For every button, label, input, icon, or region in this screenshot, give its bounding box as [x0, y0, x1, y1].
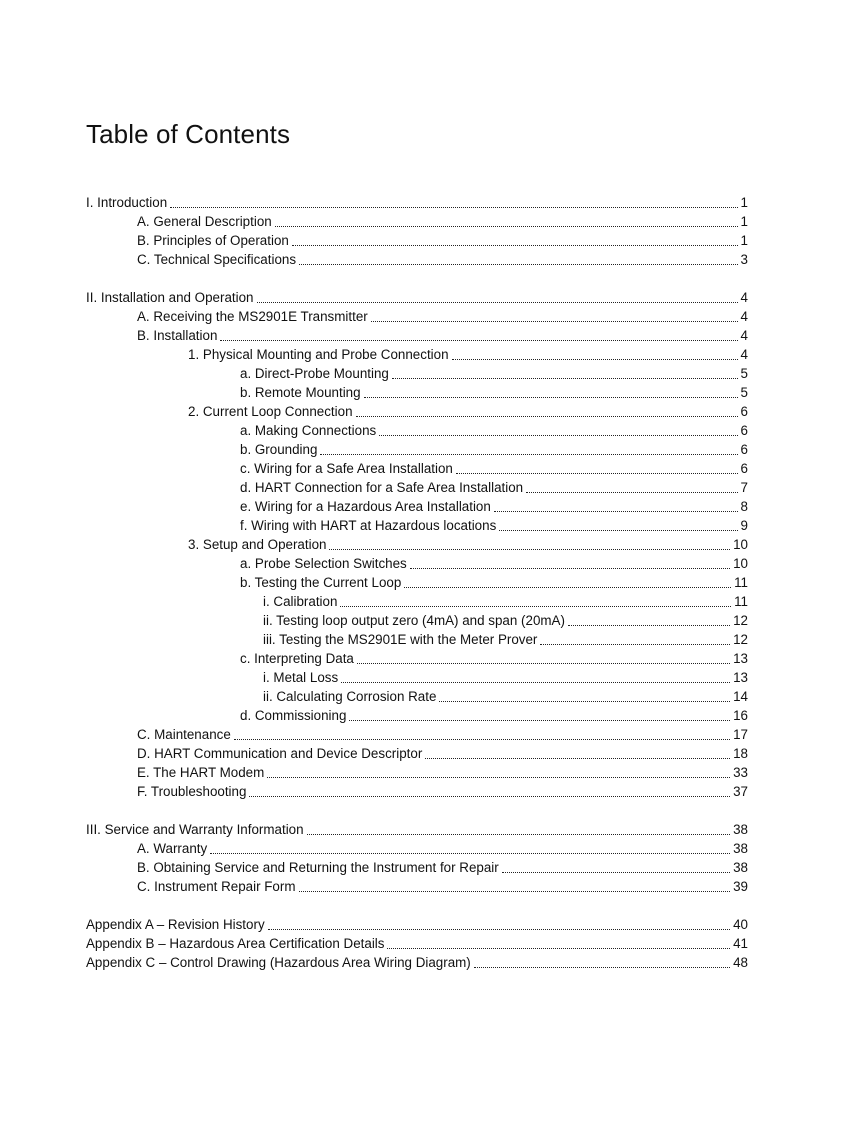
toc-entry[interactable] [240, 554, 748, 573]
dot-leader [299, 252, 738, 265]
dot-leader [249, 784, 730, 797]
toc-entry[interactable] [240, 421, 748, 440]
toc-entry-page: 18 [733, 746, 748, 761]
toc-entry-label: c. Wiring for a Safe Area Installation [240, 461, 453, 476]
toc-entry-page: 48 [733, 955, 748, 970]
dot-leader [387, 936, 730, 949]
toc-entry-page: 38 [733, 841, 748, 856]
toc-entry-label: b. Grounding [240, 442, 318, 457]
toc-entry-page: 8 [740, 499, 748, 514]
toc-entry-label: C. Instrument Repair Form [137, 879, 296, 894]
dot-leader [349, 708, 730, 721]
dot-leader [439, 689, 730, 702]
toc-entry[interactable] [86, 915, 748, 934]
toc-entry[interactable] [240, 573, 748, 592]
toc-entry[interactable] [137, 326, 748, 345]
toc-entry[interactable] [263, 630, 748, 649]
toc-entry[interactable] [137, 212, 748, 231]
dot-leader [392, 366, 738, 379]
toc-entry-label: iii. Testing the MS2901E with the Meter Prover [263, 632, 538, 647]
dot-leader [404, 575, 731, 588]
toc-entry-page: 41 [733, 936, 748, 951]
dot-leader [299, 879, 731, 892]
toc-entry-label: a. Direct-Probe Mounting [240, 366, 389, 381]
toc-entry-page: 6 [740, 461, 748, 476]
toc-entry-label: A. General Description [137, 214, 272, 229]
toc-entry[interactable] [137, 231, 748, 250]
toc-entry-label: A. Receiving the MS2901E Transmitter [137, 309, 368, 324]
dot-leader [502, 860, 730, 873]
dot-leader [267, 765, 730, 778]
toc-entry-page: 14 [733, 689, 748, 704]
toc-entry-page: 1 [740, 195, 748, 210]
dot-leader [275, 214, 738, 227]
toc-entry[interactable] [188, 402, 748, 421]
toc-entry[interactable] [86, 193, 748, 212]
toc-entry-page: 33 [733, 765, 748, 780]
toc-entry[interactable] [137, 858, 748, 877]
toc-entry-page: 5 [740, 366, 748, 381]
dot-leader [307, 822, 731, 835]
toc-entry-label: i. Metal Loss [263, 670, 339, 685]
toc-entry[interactable] [137, 782, 748, 801]
toc-entry-label: A. Warranty [137, 841, 208, 856]
toc-entry-label: b. Testing the Current Loop [240, 575, 402, 590]
toc-entry-label: B. Obtaining Service and Returning the Instrument for Repair [137, 860, 499, 875]
toc-entry-label: B. Principles of Operation [137, 233, 289, 248]
toc-entry-page: 39 [733, 879, 748, 894]
toc-entry[interactable] [263, 668, 748, 687]
toc-entry[interactable] [263, 592, 748, 611]
toc-entry-label: II. Installation and Operation [86, 290, 254, 305]
toc-entry-page: 6 [740, 404, 748, 419]
toc-entry-page: 12 [733, 632, 748, 647]
toc-entry-label: 3. Setup and Operation [188, 537, 327, 552]
dot-leader [320, 442, 737, 455]
toc-entry-page: 4 [740, 290, 748, 305]
toc-entry-label: III. Service and Warranty Information [86, 822, 304, 837]
toc-entry-label: c. Interpreting Data [240, 651, 354, 666]
toc-entry-page: 40 [733, 917, 748, 932]
toc-entry-page: 10 [733, 537, 748, 552]
toc-entry-page: 5 [740, 385, 748, 400]
toc-entry-page: 4 [740, 347, 748, 362]
toc-entry[interactable] [86, 288, 748, 307]
toc-entry[interactable] [240, 459, 748, 478]
dot-leader [540, 632, 730, 645]
toc-entry[interactable] [137, 725, 748, 744]
toc-entry-page: 38 [733, 860, 748, 875]
toc-entry-page: 3 [740, 252, 748, 267]
toc-entry-page: 38 [733, 822, 748, 837]
dot-leader [329, 537, 730, 550]
toc-entry[interactable] [137, 250, 748, 269]
toc-entry[interactable] [240, 440, 748, 459]
dot-leader [474, 955, 730, 968]
toc-entry-page: 9 [740, 518, 748, 533]
toc-entry-page: 13 [733, 651, 748, 666]
toc-entry-label: f. Wiring with HART at Hazardous locations [240, 518, 497, 533]
dot-leader [170, 195, 737, 208]
toc-entry-page: 16 [733, 708, 748, 723]
dot-leader [210, 841, 730, 854]
dot-leader [364, 385, 738, 398]
dot-leader [341, 670, 730, 683]
dot-leader [268, 917, 730, 930]
toc-entry-label: F. Troubleshooting [137, 784, 247, 799]
toc-entry-label: e. Wiring for a Hazardous Area Installation [240, 499, 491, 514]
toc-entry-label: a. Probe Selection Switches [240, 556, 407, 571]
toc-entry[interactable] [240, 706, 748, 725]
toc-entry-page: 1 [740, 233, 748, 248]
toc-entry-label: b. Remote Mounting [240, 385, 361, 400]
dot-leader [340, 594, 731, 607]
dot-leader [452, 347, 738, 360]
toc-entry[interactable] [240, 516, 748, 535]
toc-entry[interactable] [240, 364, 748, 383]
toc-entry[interactable] [86, 953, 748, 972]
dot-leader [456, 461, 738, 474]
toc-entry-page: 6 [740, 442, 748, 457]
toc-entry[interactable] [86, 820, 748, 839]
toc-entry-label: d. Commissioning [240, 708, 347, 723]
dot-leader [292, 233, 738, 246]
toc-entry-label: E. The HART Modem [137, 765, 265, 780]
toc-entry-page: 4 [740, 328, 748, 343]
toc-entry-page: 11 [734, 594, 748, 609]
dot-leader [568, 613, 730, 626]
toc-entry[interactable] [263, 687, 748, 706]
toc-entry-label: 1. Physical Mounting and Probe Connection [188, 347, 449, 362]
dot-leader [257, 290, 738, 303]
toc-entry[interactable] [240, 383, 748, 402]
toc-entry-label: D. HART Communication and Device Descriptor [137, 746, 423, 761]
toc-entry-page: 37 [733, 784, 748, 799]
toc-entry[interactable] [137, 763, 748, 782]
toc-entry[interactable] [86, 934, 748, 953]
toc-entry[interactable] [137, 839, 748, 858]
toc-entry[interactable] [240, 497, 748, 516]
toc-entry[interactable] [137, 877, 748, 896]
dot-leader [371, 309, 738, 322]
toc-entry-label: ii. Testing loop output zero (4mA) and span (20mA) [263, 613, 565, 628]
toc-entry-page: 7 [740, 480, 748, 495]
toc-entry[interactable] [240, 478, 748, 497]
toc-entry[interactable] [240, 649, 748, 668]
toc-entry-label: 2. Current Loop Connection [188, 404, 353, 419]
toc-entry-label: Appendix C – Control Drawing (Hazardous Area Wiring Diagram) [86, 955, 471, 970]
dot-leader [494, 499, 738, 512]
dot-leader [499, 518, 737, 531]
dot-leader [410, 556, 730, 569]
dot-leader [425, 746, 730, 759]
toc-entry[interactable] [137, 307, 748, 326]
toc-entry[interactable] [188, 535, 748, 554]
toc-entry-page: 17 [733, 727, 748, 742]
toc-entry[interactable] [137, 744, 748, 763]
toc-entry-page: 6 [740, 423, 748, 438]
dot-leader [220, 328, 737, 341]
dot-leader [357, 651, 730, 664]
toc-entry-page: 1 [740, 214, 748, 229]
toc-entry-label: ii. Calculating Corrosion Rate [263, 689, 437, 704]
toc-entry-label: B. Installation [137, 328, 218, 343]
dot-leader [356, 404, 738, 417]
toc-entry-label: C. Maintenance [137, 727, 231, 742]
dot-leader [526, 480, 737, 493]
toc-entry-page: 10 [733, 556, 748, 571]
toc-entry-page: 13 [733, 670, 748, 685]
toc-entry[interactable] [188, 345, 748, 364]
toc-entry-page: 11 [734, 575, 748, 590]
toc-entry-page: 4 [740, 309, 748, 324]
toc-entry-label: i. Calibration [263, 594, 338, 609]
toc-entry[interactable] [263, 611, 748, 630]
toc-entry-label: d. HART Connection for a Safe Area Installation [240, 480, 524, 495]
toc-entry-label: C. Technical Specifications [137, 252, 297, 267]
page-title: Table of Contents [86, 119, 291, 149]
dot-leader [234, 727, 730, 740]
dot-leader [379, 423, 737, 436]
toc-entry-label: I. Introduction [86, 195, 168, 210]
toc-entry-label: a. Making Connections [240, 423, 377, 438]
toc-entry-label: Appendix B – Hazardous Area Certification Details [86, 936, 385, 951]
toc-entry-label: Appendix A – Revision History [86, 917, 265, 932]
toc-entry-page: 12 [733, 613, 748, 628]
